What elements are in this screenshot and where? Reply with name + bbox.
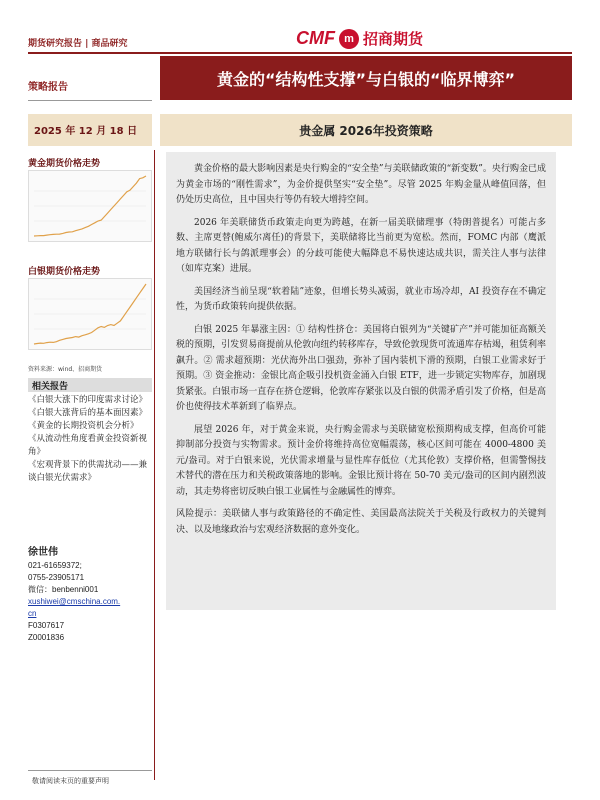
breadcrumb: 期货研究报告 | 商品研究	[28, 39, 128, 49]
related-reports-list	[28, 394, 152, 485]
body-paragraph: 美国经济当前呈现“软着陆”迹象，但增长势头减弱，就业市场冷却，AI 投资存在不确定性，为货币政策转向提供依据。	[176, 286, 546, 312]
logo-mark-icon: m	[339, 29, 359, 49]
author-name: 徐世伟	[28, 547, 58, 558]
body-paragraph: 展望 2026 年，对于黄金来说，央行购金需求与美联储宽松预期构成支撑，但高价可能抑制部分投资与实物需求。预计金价将维持高位宽幅震荡，核心区间可能在 4000-4800 美元/盎司。对于白银来说，光伏需求增量与显性库存低位（尤其伦敦）支撑价格，但需警惕技术替代的潜在压力和关税政策落地的影响。金银比预计将在 50-70 美元/盎司的区间内剧烈波动，其走势将密切反映白银工业属性与金融属性的博弈。	[176, 424, 546, 497]
column-divider	[154, 150, 155, 780]
related-report-item[interactable]: 《黄金的长期投资机会分析》	[28, 421, 139, 431]
chart-source: 资料来源：wind、招商期货	[28, 366, 103, 373]
body-paragraph: 2026 年美联储货币政策走向更为跨越，在新一届美联储理事（特朗普提名）可能占多数、主席更替(鲍威尔离任)的背景下，美联储将比当前更为宽松。然而，FOMC 内部（鹰派地方联储行长与鸽派理事会）的分歧可能使大幅降息不易快速达成共识，需关注人事与法律（如库克案）进展。	[176, 217, 546, 274]
footer-disclaimer: 敬请阅读末页的重要声明	[32, 777, 109, 785]
logo-cmf: CMF	[296, 28, 335, 48]
related-report-item[interactable]: 《宏观背景下的供需扰动——兼谈白银光伏需求》	[28, 460, 148, 483]
related-reports-heading: 相关报告	[28, 378, 152, 392]
report-date: 2025 年 12 月 18 日	[28, 114, 152, 146]
gold-price-chart	[28, 170, 152, 242]
author-phone-1: 021-61659372;	[28, 561, 82, 570]
report-title: 黄金的“结构性支撑”与白银的“临界博弈”	[160, 56, 572, 100]
report-subtitle: 贵金属 2026年投资策略	[160, 114, 572, 146]
logo-company-name: 招商期货	[363, 30, 424, 48]
author-email[interactable]: xushiwei@cmschina.com.	[28, 597, 121, 606]
sidebar-rule	[28, 100, 152, 101]
related-report-item[interactable]: 《白银大涨下的印度需求讨论》	[28, 395, 148, 405]
footer-rule	[28, 770, 152, 771]
silver-chart-title: 白银期货价格走势	[28, 267, 101, 277]
author-id-2: Z0001836	[28, 633, 65, 642]
related-report-item[interactable]: 《白银大涨背后的基本面因素》	[28, 408, 148, 418]
author-phone-2: 0755-23905171	[28, 573, 85, 582]
author-contact	[28, 560, 152, 644]
author-id-1: F0307617	[28, 621, 65, 630]
header-rule	[28, 52, 572, 54]
company-logo	[296, 28, 423, 49]
report-type: 策略报告	[28, 82, 68, 93]
body-paragraph: 白银 2025 年暴涨主因：① 结构性挤仓：美国将白银列为“关键矿产”并可能加征高额关税的预期，引发贸易商提前从伦敦向纽约转移库存，导致伦敦现货可流通库存枯竭，租赁利率飙升。② 需求超预期：光伏海外出口强劲，弥补了国内装机下滑的预期，白银工业需求好于预期。③ 资金推动：金银比高企吸引投机资金涌入白银 ETF，进一步锁定实物库存，加剧现货紧张。白银市场一直存在挤仓逻辑，伦敦库存紧张以及白银的供需矛盾引发了价格，但是高价也使得技术革新到了临界点。	[176, 324, 546, 412]
gold-chart-title: 黄金期货价格走势	[28, 159, 101, 169]
body-paragraph: 黄金价格的最大影响因素是央行购金的“安全垫”与美联储政策的“新变数”。央行购金已成为黄金市场的“刚性需求”，为金价提供坚实“安全垫”。尽管 2025 年购金量从峰值回落，但仍处历史高位，且中国央行等仍有较大增持空间。	[176, 164, 546, 205]
risk-warning: 风险提示：美联储人事与政策路径的不确定性、美国最高法院关于关税及行政权力的关键判决、以及地缘政治与宏观经济数据的意外变化。	[176, 509, 546, 535]
author-email-cont[interactable]: cn	[28, 609, 37, 618]
author-wechat: 微信：benbenni001	[28, 585, 99, 594]
related-report-item[interactable]: 《从流动性角度看黄金投资新视角》	[28, 434, 148, 457]
report-body	[166, 152, 556, 610]
silver-price-chart	[28, 278, 152, 350]
